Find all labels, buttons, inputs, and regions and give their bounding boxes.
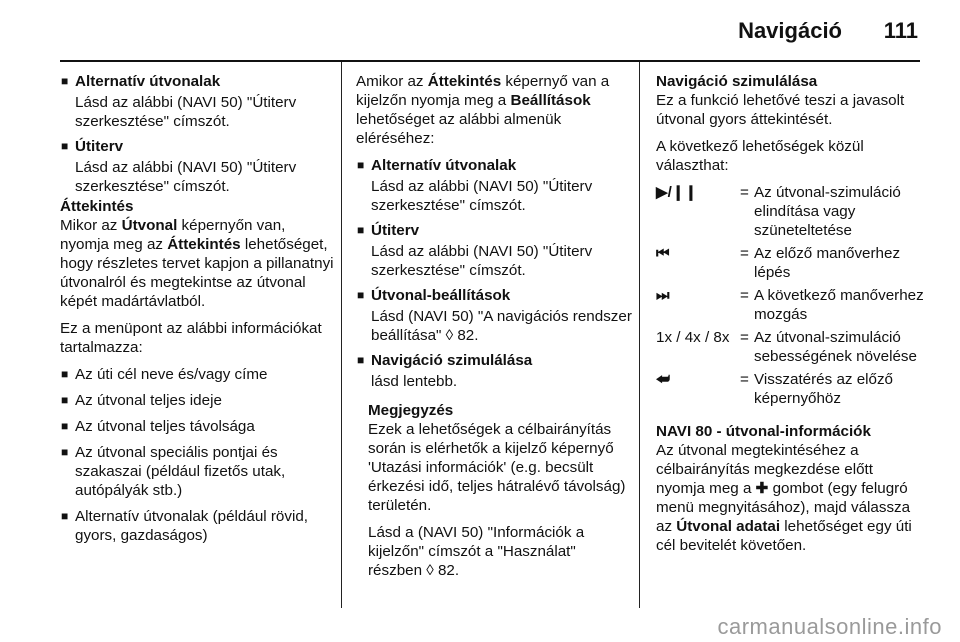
bullet-icon: ■	[357, 288, 365, 302]
bullet-icon: ■	[61, 74, 69, 88]
bullet-icon: ■	[61, 419, 69, 433]
item-text: Lásd az alábbi (NAVI 50) "Útiterv szerkesztése" címszót.	[75, 94, 297, 130]
list-item: ■ Az útvonal speciális pontjai és szakaszai (például fizetős utak, autópályák stb.)	[61, 444, 286, 499]
table-row: ▶/❙❙ = Az útvonal-szimuláció elindítása vagy szüneteltetése	[656, 184, 901, 239]
bullet-icon: ■	[61, 139, 69, 153]
section-heading: NAVI 80 - útvonal-információk	[656, 423, 871, 440]
page-header	[0, 0, 960, 60]
item-heading: Útiterv	[371, 222, 420, 239]
bullet-icon: ■	[61, 509, 69, 523]
page-number: 111	[883, 18, 918, 43]
list-item	[60, 137, 336, 156]
item-text: Lásd az alábbi (NAVI 50) "Útiterv szerkesztése" címszót.	[371, 243, 593, 279]
item-text: lásd lentebb.	[371, 373, 458, 390]
note-heading: Megjegyzés	[368, 402, 454, 419]
section-heading: Navigáció szimulálása	[656, 73, 818, 90]
item-heading: Navigáció szimulálása	[371, 352, 533, 369]
item-heading: Útiterv	[75, 138, 124, 155]
list-item: ■ Alternatív útvonalak (például rövid, gyors, gazdaságos)	[61, 508, 309, 544]
play-pause-icon: ▶/❙❙	[656, 184, 698, 201]
controls-table	[656, 183, 926, 408]
note-text: Lásd a (NAVI 50) "Információk a kijelzőn" címszót a "Használat" részben ◊ 82.	[368, 524, 585, 579]
paragraph: Az útvonal megtekintéséhez a célbairányítás megkezdése előtt nyomja meg a ✚ gombot (egy felugró menü megnyitásához), majd válassza az Útvonal adatai lehetőséget egy úti cél bevitelét követően.	[656, 442, 912, 554]
list-item	[356, 351, 632, 370]
speed-label: 1x / 4x / 8x	[656, 329, 730, 346]
table-row: 1x / 4x / 8x = Az útvonal-szimuláció sebességének növelése	[656, 329, 917, 365]
list-item: ■ Az útvonal teljes távolsága	[61, 418, 255, 435]
previous-maneuver-icon: ⏮	[656, 245, 670, 262]
paragraph: Ez a funkció lehetővé teszi a javasolt útvonal gyors áttekintését.	[656, 92, 905, 128]
list-item	[356, 156, 632, 175]
column-divider-2	[639, 62, 640, 608]
column-divider-1	[341, 62, 342, 608]
bullet-icon: ■	[61, 367, 69, 381]
column-2	[356, 72, 632, 588]
bullet-icon: ■	[357, 158, 365, 172]
paragraph: Ez a menüpont az alábbi információkat tartalmazza:	[60, 320, 322, 356]
list-item	[60, 72, 336, 91]
item-text: Lásd (NAVI 50) "A navigációs rendszer beállítása" ◊ 82.	[371, 308, 632, 344]
paragraph: Mikor az Útvonal képernyőn van, nyomja meg az Áttekintés lehetőséget, hogy részletes tervet kapjon a pillanatnyi útvonalról és megtekintse az útvonal képét madártávlatból.	[60, 217, 334, 310]
bullet-icon: ■	[61, 445, 69, 459]
item-text: Lásd az alábbi (NAVI 50) "Útiterv szerkesztése" címszót.	[75, 159, 297, 195]
back-arrow-icon: ⮨	[656, 371, 671, 388]
item-heading: Útvonal-beállítások	[371, 287, 511, 304]
plus-icon: ✚	[755, 480, 769, 497]
list-item: ■ Az útvonal teljes ideje	[61, 392, 222, 409]
list-item: ■ Az úti cél neve és/vagy címe	[61, 366, 268, 383]
bullet-icon: ■	[357, 353, 365, 367]
page-title: Navigáció	[738, 18, 842, 43]
table-row: ⏮ = Az előző manőverhez lépés	[656, 245, 901, 281]
table-row: ⮨ = Visszatérés az előző képernyőhöz	[656, 371, 894, 407]
note-block	[356, 401, 632, 580]
column-1	[60, 72, 336, 552]
list-item	[356, 286, 632, 305]
next-maneuver-icon: ⏭	[656, 287, 670, 304]
bullet-icon: ■	[357, 223, 365, 237]
table-row: ⏭ = A következő manőverhez mozgás	[656, 287, 924, 323]
header-rule	[60, 60, 920, 62]
item-text: Lásd az alábbi (NAVI 50) "Útiterv szerkesztése" címszót.	[371, 178, 593, 214]
note-text: Ezek a lehetőségek a célbairányítás során is elérhetők a kijelző képernyő 'Utazási információk' (e.g. becsült érkezési idő, teljes hátralévő távolság) területén.	[368, 421, 626, 514]
paragraph: A következő lehetőségek közül választhat:	[656, 138, 864, 174]
list-item	[356, 221, 632, 240]
paragraph: Amikor az Áttekintés képernyő van a kijelzőn nyomja meg a Beállítások lehetőséget az alábbi almenük eléréséhez:	[356, 73, 610, 147]
item-heading: Alternatív útvonalak	[75, 73, 221, 90]
section-heading: Áttekintés	[60, 198, 134, 215]
item-heading: Alternatív útvonalak	[371, 157, 517, 174]
watermark: carmanualsonline.info	[717, 614, 942, 639]
column-3	[656, 72, 926, 563]
bullet-icon: ■	[61, 393, 69, 407]
